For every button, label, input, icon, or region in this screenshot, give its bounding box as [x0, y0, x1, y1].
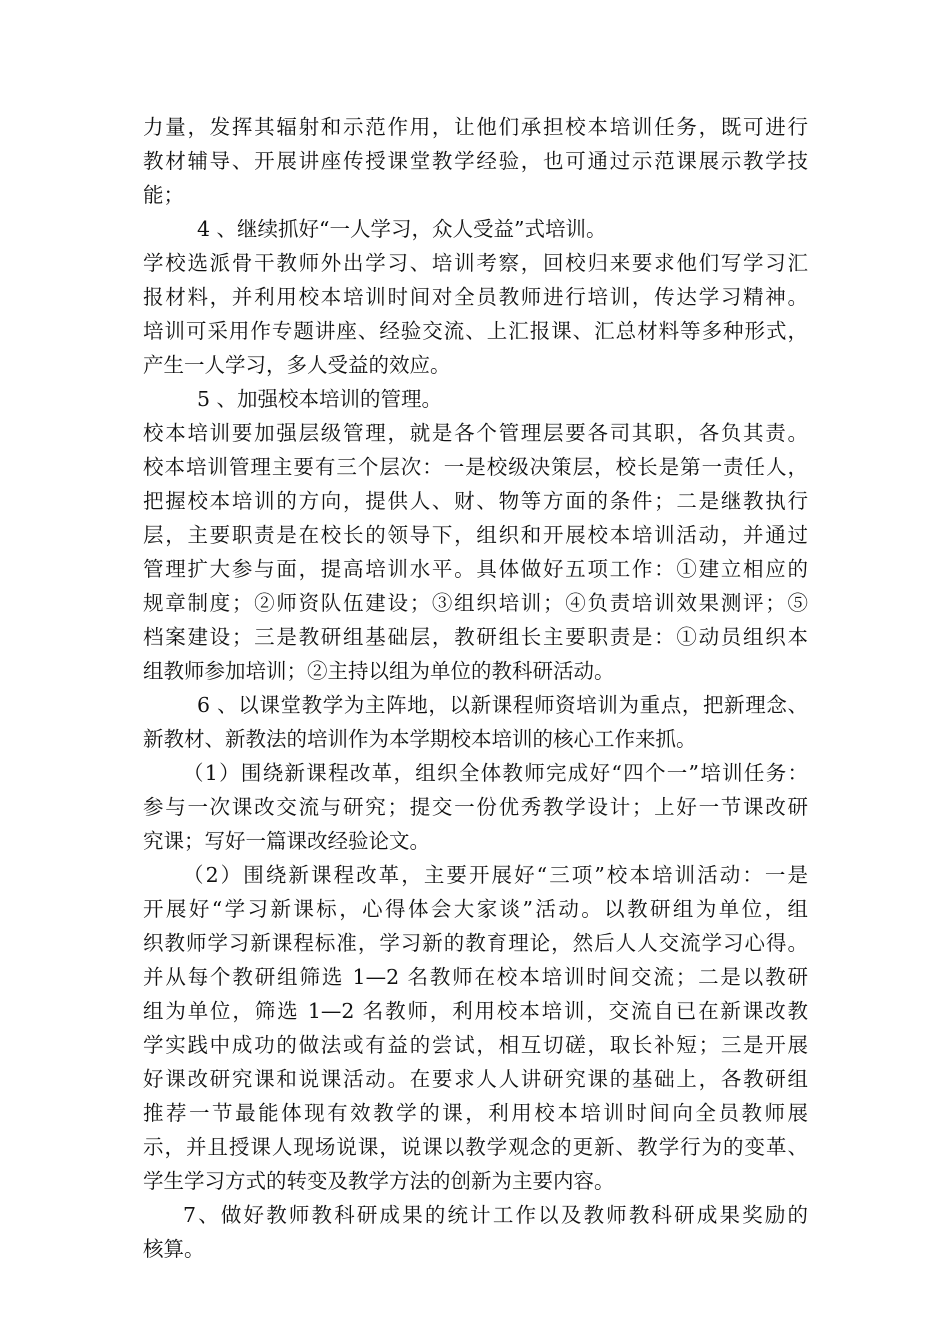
text-line: 5 、加强校本培训的管理。 [197, 387, 443, 411]
text-line: 档案建设；三是教研组基础层，教研组长主要职责是：①动员组织本 [143, 625, 808, 649]
text-line: 教材辅导、开展讲座传授课堂教学经验，也可通过示范课展示教学技 [143, 149, 808, 173]
text-line: 培训可采用作专题讲座、经验交流、上汇报课、汇总材料等多种形式， [143, 319, 808, 343]
text-line: （1）围绕新课程改革，组织全体教师完成好“四个一”培训任务： [183, 761, 808, 785]
text-line: 开展好“学习新课标，心得体会大家谈”活动。以教研组为单位，组 [143, 897, 808, 921]
text-line: 力量，发挥其辐射和示范作用，让他们承担校本培训任务，既可进行 [143, 115, 808, 139]
text-line: 7、做好教师教科研成果的统计工作以及教师教科研成果奖励的 [183, 1203, 808, 1227]
text-line: 报材料，并利用校本培训时间对全员教师进行培训，传达学习精神。 [143, 285, 808, 309]
text-line: 织教师学习新课程标准，学习新的教育理论，然后人人交流学习心得。 [143, 931, 808, 955]
text-line: 学校选派骨干教师外出学习、培训考察，回校归来要求他们写学习汇 [143, 251, 808, 275]
text-line: 规章制度；②师资队伍建设；③组织培训；④负责培训效果测评；⑤ [143, 591, 808, 615]
text-line: 并从每个教研组筛选 1—2 名教师在校本培训时间交流；二是以教研 [143, 965, 808, 989]
text-line: 组教师参加培训；②主持以组为单位的教科研活动。 [143, 659, 615, 683]
text-line: 产生一人学习，多人受益的效应。 [143, 353, 451, 377]
text-line: 组为单位，筛选 1—2 名教师，利用校本培训，交流自已在新课改教 [143, 999, 808, 1023]
text-line: 参与一次课改交流与研究；提交一份优秀教学设计；上好一节课改研 [143, 795, 808, 819]
text-line: 好课改研究课和说课活动。在要求人人讲研究课的基础上，各教研组 [143, 1067, 808, 1091]
text-line: 6 、以课堂教学为主阵地，以新课程师资培训为重点，把新理念、 [197, 693, 808, 717]
text-line: 核算。 [143, 1237, 205, 1261]
text-line: 究课；写好一篇课改经验论文。 [143, 829, 430, 853]
text-line: 学生学习方式的转变及教学方法的创新为主要内容。 [143, 1169, 615, 1193]
text-line: 校本培训管理主要有三个层次：一是校级决策层，校长是第一责任人， [143, 455, 808, 479]
text-line: 把握校本培训的方向，提供人、财、物等方面的条件；二是继教执行 [143, 489, 808, 513]
text-line: 校本培训要加强层级管理，就是各个管理层要各司其职，各负其责。 [143, 421, 808, 445]
text-line: 示，并且授课人现场说课，说课以教学观念的更新、教学行为的变革、 [143, 1135, 808, 1159]
text-line: 能； [143, 183, 184, 207]
text-line: 新教材、新教法的培训作为本学期校本培训的核心工作来抓。 [143, 727, 697, 751]
text-line: 4 、继续抓好“一人学习，众人受益”式培训。 [197, 217, 607, 241]
text-line: （2）围绕新课程改革，主要开展好“三项”校本培训活动：一是 [183, 863, 808, 887]
text-line: 层，主要职责是在校长的领导下，组织和开展校本培训活动，并通过 [143, 523, 808, 547]
document-page [143, 110, 808, 1266]
text-line: 学实践中成功的做法或有益的尝试，相互切磋，取长补短；三是开展 [143, 1033, 808, 1057]
text-line: 推荐一节最能体现有效教学的课，利用校本培训时间向全员教师展 [143, 1101, 808, 1125]
text-line: 管理扩大参与面，提高培训水平。具体做好五项工作：①建立相应的 [143, 557, 808, 581]
